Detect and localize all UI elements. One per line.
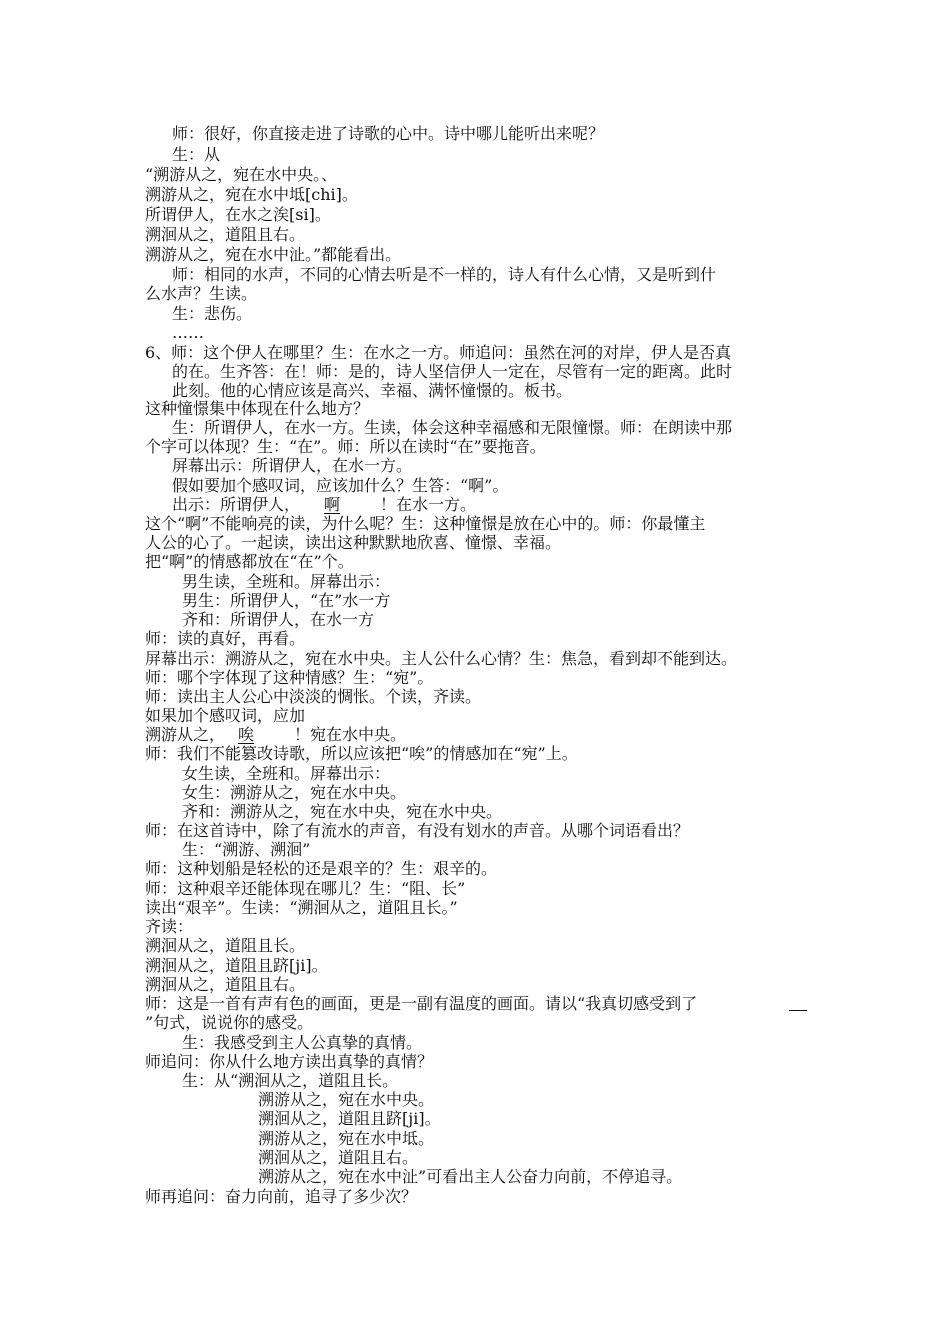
text-line: 溯洄从之，道阻且跻[ji]。: [258, 1109, 441, 1128]
text-line: 所谓伊人，在水之涘[si]。: [145, 205, 331, 224]
text-line: 齐和：溯游从之，宛在水中央，宛在水中央。: [182, 802, 503, 821]
text-line: 溯游从之，宛在水中沚”可看出主人公奋力向前，不停追寻。: [258, 1167, 683, 1186]
text-line: 师：很好，你直接走进了诗歌的心中。诗中哪儿能听出来呢？: [172, 124, 605, 143]
text-line: 女生读，全班和。屏幕出示：: [182, 764, 391, 783]
text-line: 男生：所谓伊人，“在”水一方: [182, 591, 391, 610]
text-line: 师：读的真好，再看。: [145, 629, 306, 648]
text-line: 师：这种划船是轻松的还是艰辛的？生：艰辛的。: [145, 859, 498, 878]
text-line: ！宛在水中央。: [294, 725, 407, 744]
text-line: 个字可以体现？生：“在”。师：所以在读时“在”要拖音。: [145, 437, 546, 456]
text-line: 溯洄从之，道阻且跻[ji]。: [145, 956, 328, 975]
text-line: 生：悲伤。: [172, 304, 253, 323]
text-line: 生：从: [172, 145, 221, 164]
text-line: 师：读出主人公心中淡淡的惆怅。个读，齐读。: [145, 687, 482, 706]
underlined-blank: 唉: [238, 725, 255, 744]
text-line: 师：哪个字体现了这种情感？生：“宛”。: [145, 668, 434, 687]
text-line: ……: [172, 323, 204, 342]
text-line: 溯游从之，宛在水中沚。”都能看出。: [145, 245, 402, 264]
text-line: 溯洄从之，道阻且右。: [145, 975, 306, 994]
text-line: 生：从“溯洄从之，道阻且长。: [182, 1071, 399, 1090]
text-line: ！在水一方。: [380, 495, 477, 514]
text-line: ”句式，说说你的感受。: [145, 1013, 314, 1032]
text-line: 人公的心了。一起读，读出这种默默地欣喜、憧憬、幸福。: [145, 533, 562, 552]
text-line: 溯游从之，: [145, 725, 226, 744]
text-line: 溯洄从之，道阻且右。: [258, 1148, 419, 1167]
text-line: 溯洄从之，道阻且长。: [145, 936, 306, 955]
text-line: 师：相同的水声，不同的心情去听是不一样的，诗人有什么心情，又是听到什: [172, 265, 717, 284]
text-line: 溯洄从之，道阻且右。: [145, 225, 306, 244]
text-line: 师追问：你从什么地方读出真挚的真情？: [145, 1052, 434, 1071]
text-line: 溯游从之，宛在水中坻[chi]。: [145, 185, 358, 204]
text-line: 师：在这首诗中，除了有流水的声音，有没有划水的声音。从哪个词语看出？: [145, 821, 690, 840]
text-line: 的在。生齐答：在！师：是的，诗人坚信伊人一定在，尽管有一定的距离。此时: [172, 362, 733, 381]
text-line: 这个“啊”不能响亮的读，为什么呢？生：这种憧憬是放在心中的。师：你最懂主: [145, 514, 706, 533]
text-line: 女生：溯游从之，宛在水中央。: [182, 783, 407, 802]
text-line: 么水声？生读。: [145, 284, 258, 303]
text-line: 师再追问：奋力向前，追寻了多少次？: [145, 1187, 418, 1206]
text-line: 6、师：这个伊人在哪里？生：在水之一方。师追问：虽然在河的对岸，伊人是否真: [145, 343, 732, 362]
text-line: 溯游从之，宛在水中坻。: [258, 1129, 435, 1148]
text-line: 师：我们不能篡改诗歌，所以应该把“唉”的情感加在“宛”上。: [145, 744, 578, 763]
text-line: 师：这种艰辛还能体现在哪儿？生：“阻、长”: [145, 879, 466, 898]
text-line: 出示：所谓伊人，: [172, 495, 301, 514]
text-line: 生：“溯游、溯洄”: [182, 840, 311, 859]
text-line: 齐和：所谓伊人，在水一方: [182, 610, 375, 629]
text-line: 生：所谓伊人，在水一方。生读，体会这种幸福感和无限憧憬。师：在朗读中那: [172, 418, 733, 437]
text-line: 屏幕出示：溯游从之，宛在水中央。主人公什么心情？生：焦急，看到却不能到达。: [145, 649, 738, 668]
text-line: 男生读，全班和。屏幕出示：: [182, 572, 391, 591]
text-line: 屏幕出示：所谓伊人，在水一方。: [172, 456, 413, 475]
text-line: 读出“艰辛”。生读：“溯洄从之，道阻且长。”: [145, 898, 458, 917]
text-line: 生：我感受到主人公真挚的真情。: [182, 1033, 423, 1052]
text-line: 把“啊”的情感都放在“在”个。: [145, 552, 354, 571]
underlined-blank: 啊: [324, 495, 341, 514]
text-line: 如果加个感叹词，应加: [145, 706, 306, 725]
text-line: 假如要加个感叹词，应该加什么？生答：“啊”。: [172, 476, 509, 495]
text-line: 此刻。他的心情应该是高兴、幸福、满怀憧憬的。板书。: [172, 381, 573, 400]
text-line: “溯游从之，宛在水中央。、: [145, 165, 338, 184]
text-line: 这种憧憬集中体现在什么地方？: [145, 399, 370, 418]
text-line: 溯游从之，宛在水中央。: [258, 1090, 435, 1109]
text-line: 齐读：: [145, 917, 194, 936]
blank-underline: [789, 995, 807, 1011]
text-line: 师：这是一首有声有色的画面，更是一副有温度的画面。请以“我真切感受到了: [145, 994, 698, 1013]
